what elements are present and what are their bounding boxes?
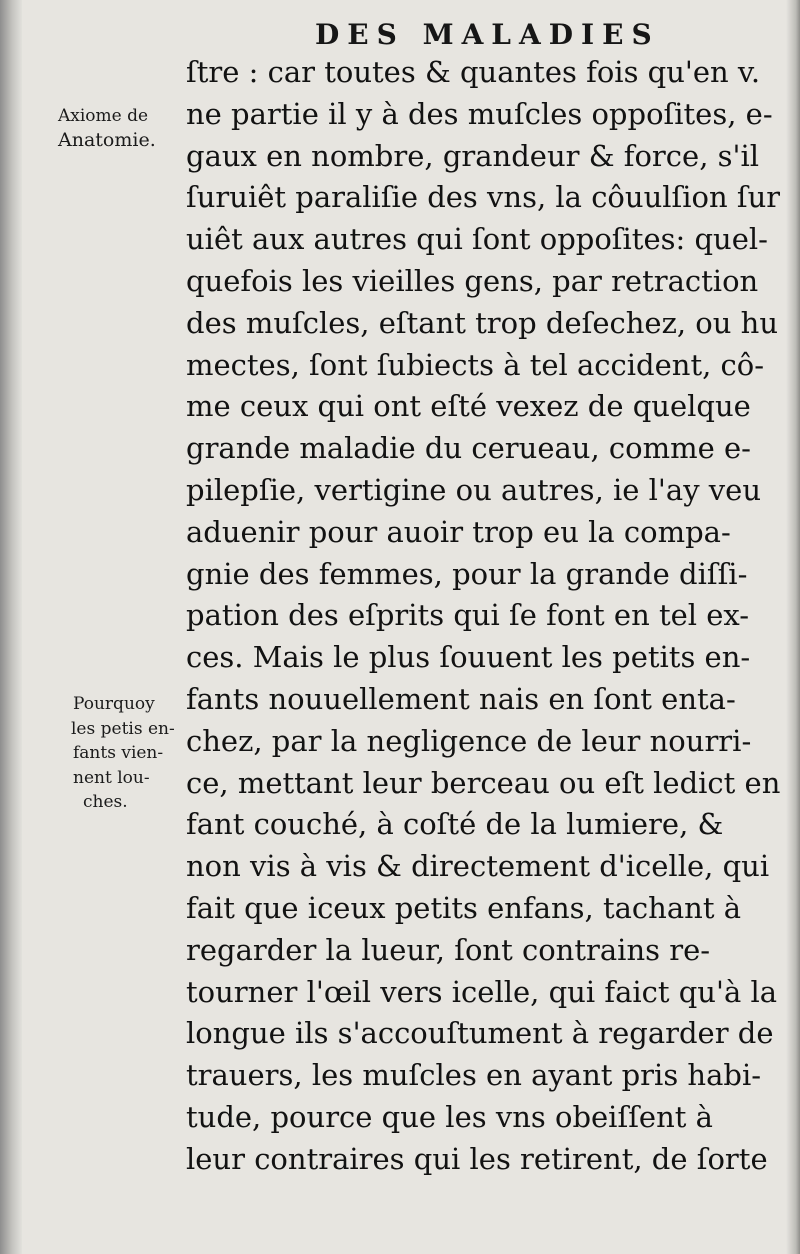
text-line: leur contraires qui les retirent, de ſorte — [186, 1141, 768, 1176]
text-line: ne partie il y à des muſcles oppoſites, e- — [186, 96, 773, 131]
margin-note-line: fants vien- — [73, 743, 164, 763]
text-line: des muſcles, eſtant trop deſechez, ou hu — [186, 305, 779, 340]
text-line: grande maladie du cerueau, comme e- — [186, 431, 751, 466]
text-line: fants nouuellement nais en ſont enta- — [186, 681, 736, 716]
text-line: mectes, ſont ſubiects à tel accident, cô- — [186, 347, 765, 382]
text-line: ſuruiêt paraliſie des vns, la côuulſion ſur — [186, 180, 780, 215]
text-line: tude, pource que les vns obeiſſent à — [186, 1099, 713, 1134]
text-line: me ceux qui ont eſté vexez de quelque — [186, 389, 751, 424]
text-line: gaux en nombre, grandeur & force, s'il — [186, 138, 760, 173]
text-line: trauers, les muſcles en ayant pris habi- — [186, 1058, 762, 1093]
text-line: ſtre : car toutes & quantes fois qu'en v. — [186, 55, 761, 89]
margin-note-axiome — [58, 104, 156, 152]
text-line: aduenir pour auoir trop eu la compa- — [186, 514, 731, 549]
main-text-block — [186, 52, 780, 1181]
margin-note-line: Anatomie. — [58, 129, 156, 151]
text-line: pation des eſprits qui ſe font en tel ex- — [186, 598, 750, 633]
text-line: chez, par la negligence de leur nourri- — [186, 723, 752, 758]
text-line: fait que iceux petits enfans, tachant à — [186, 890, 741, 925]
text-line: longue ils s'accouſtument à regarder de — [186, 1016, 774, 1051]
text-line: pilepſie, vertigine ou autres, ie l'ay veu — [186, 472, 762, 507]
text-line: regarder la lueur, ſont contrains re- — [186, 932, 711, 967]
page-gutter-shadow — [0, 0, 22, 1254]
text-line: ce, mettant leur berceau ou eſt ledict en — [186, 765, 780, 800]
text-line: tourner l'œil vers icelle, qui faict qu'à la — [186, 974, 778, 1009]
margin-note-pourquoy — [73, 692, 175, 815]
page-edge-shadow — [786, 0, 800, 1254]
margin-note-line: nent lou- — [73, 767, 150, 788]
text-line: fant couché, à coſté de la lumiere, & — [186, 807, 724, 842]
text-line: quefois les vieilles gens, par retraction — [186, 263, 759, 298]
running-head: DES MALADIES — [315, 18, 660, 51]
text-line: gnie des femmes, pour la grande diſſi- — [186, 556, 748, 591]
text-line: non vis à vis & directement d'icelle, qui — [186, 849, 770, 884]
margin-note-line: Axiome de — [58, 106, 149, 126]
text-line: uiêt aux autres qui ſont oppoſites: quel- — [186, 222, 768, 257]
text-line: ces. Mais le plus ſouuent les petits en- — [186, 640, 751, 675]
margin-note-line: Pourquoy — [73, 694, 155, 714]
margin-note-line: les petis en- — [71, 718, 175, 739]
margin-note-line: ches. — [83, 792, 128, 812]
